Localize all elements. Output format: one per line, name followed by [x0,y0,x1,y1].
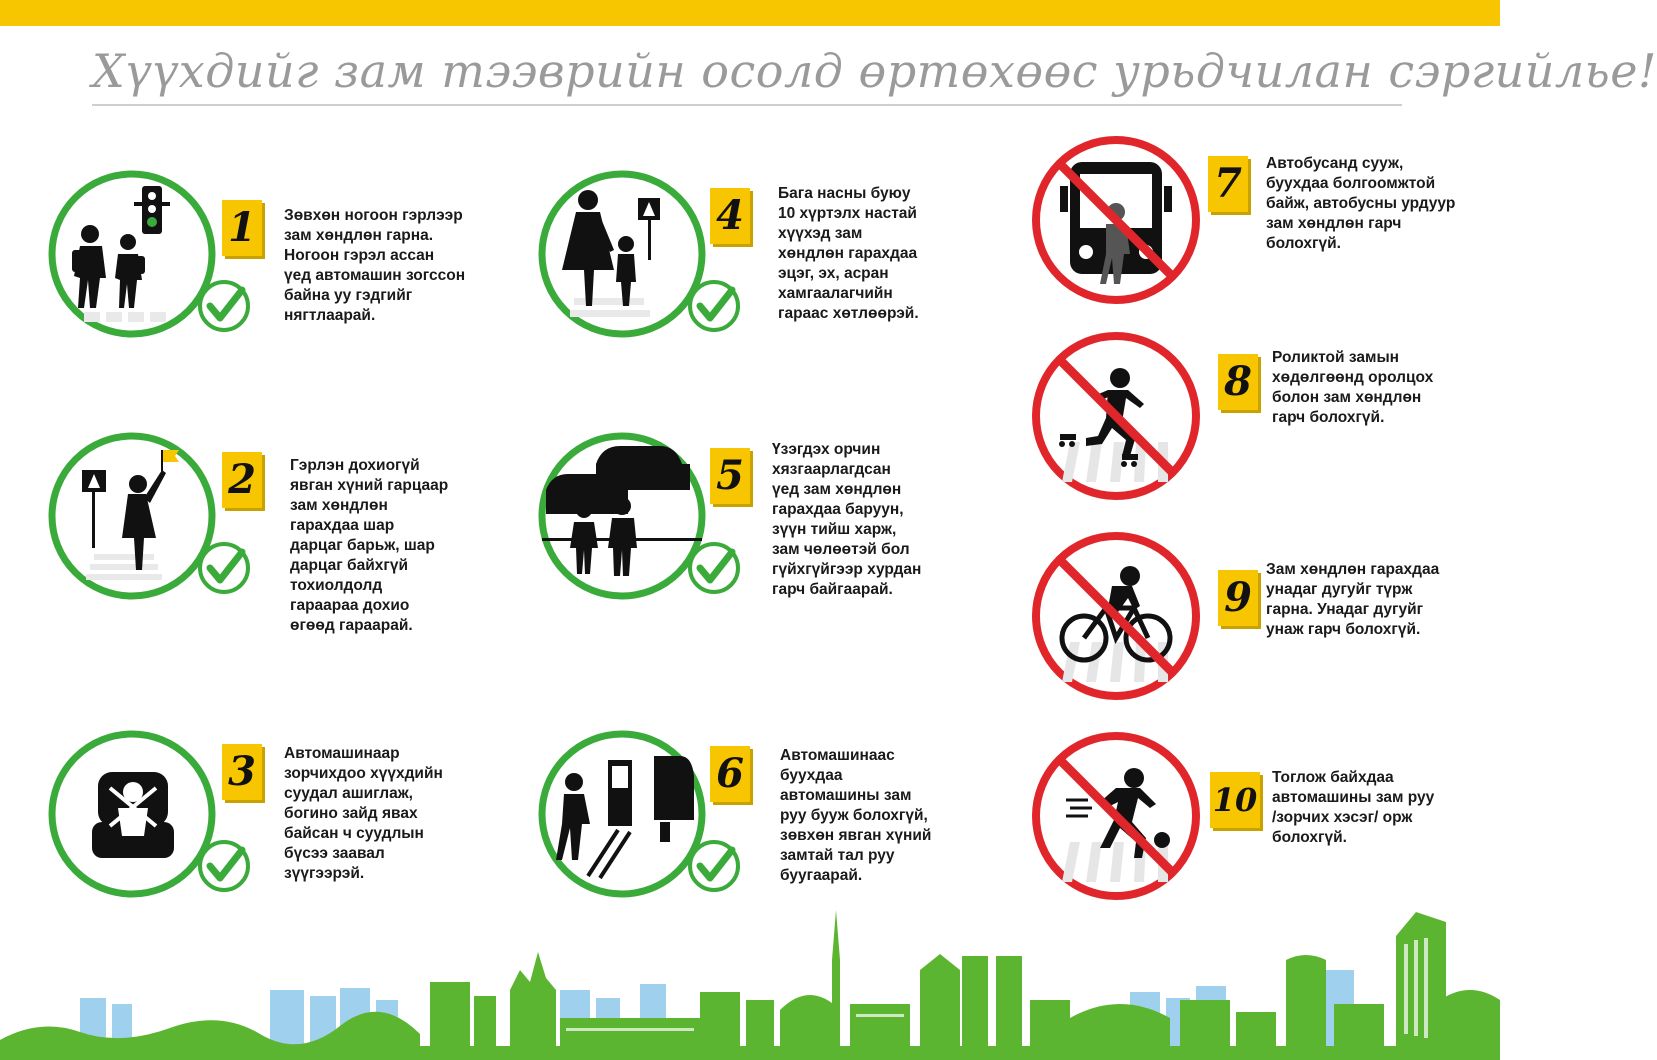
rule-number-badge: 6 [710,746,750,802]
no-playing-on-road-icon [1030,730,1210,910]
rule-10 [1030,730,1490,910]
rule-text: Зам хөндлөн гарахдаа унадаг дугуйг түрж гарна. Унадаг дугуйг унаж гарч болохгүй. [1266,561,1440,638]
rule-text: Үзэгдэх орчин хязгаарлагдсан үед зам хөндлөн гарахдаа баруун, зүүн тийш харж, зам чөлөөтэй бол гүйхгүйгээр хурдан гарч байгаарай. [772,441,922,598]
rule-text: Автомашинаар зорчихдоо хүүхдийн суудал ашиглаж, богино зайд явах байсан ч суудлын бүсээ заавал зүүгээрэй. [284,745,443,882]
rule-text: Бага насны буюу 10 хүртэлх настай хүүхэд зам хөндлөн гарахдаа эцэг, эх, асран хамгаалагчийн гараас хөтлөөрэй. [778,185,919,322]
rule-number-badge: 2 [222,452,262,508]
title-underline [92,104,1402,106]
rule-number-badge: 7 [1208,156,1248,212]
rule-6 [534,726,954,906]
rollerblade-no-crossing-icon [1030,330,1210,510]
rule-number-badge: 3 [222,744,262,800]
rule-number-badge: 9 [1218,570,1258,626]
rule-1 [44,166,504,346]
rule-text: Зөвхөн ногоон гэрлээр зам хөндлөн гарна. Ногоон гэрэл ассан үед автомашин зогссон байна уу гэдгийг нягтлаарай. [284,207,466,324]
rule-number-badge: 8 [1218,354,1258,410]
rule-text: Роликтой замын хөдөлгөөнд оролцох болон зам хөндлөн гарч болохгүй. [1272,349,1434,426]
rule-4 [534,166,954,346]
rule-number-badge: 4 [710,188,750,244]
rule-number-badge: 5 [710,448,750,504]
city-skyline-icon [0,900,1500,1060]
bicycle-no-riding-icon [1030,530,1210,710]
rule-number-badge: 10 [1210,772,1260,828]
top-yellow-bar [0,0,1500,26]
rule-5 [534,428,954,608]
rule-8 [1030,330,1490,510]
rule-text: Тоглож байхдаа автомашины зам руу /зорчих хэсэг/ орж болохгүй. [1272,769,1435,846]
rule-3 [44,726,504,906]
rule-2 [44,428,504,648]
rule-text: Автобусанд сууж, буухдаа болгоомжтой байж, автобусны урдуур зам хөндлөн гарч болохгүй. [1266,155,1456,252]
rule-text: Автомашинаас буухдаа автомашины зам руу бууж болохгүй, зөвхөн явган хүний замтай тал руу буугаарай. [780,747,932,884]
rule-9 [1030,530,1490,710]
rule-number-badge: 1 [222,200,262,256]
rule-7 [1030,134,1490,314]
bus-no-crossing-icon [1030,134,1210,314]
page-title: Хүүхдийг зам тээврийн осолд өртөхөөс урьдчилан сэргийлье! [92,44,1657,98]
rule-text: Гэрлэн дохиогүй явган хүний гарцаар зам хөндлөн гарахдаа шар дарцаг барьж, шар дарцаг байхгүй тохиолдолд гараараа дохио өгөөд гараарай. [290,457,449,634]
children-traffic-light-icon [44,166,284,346]
